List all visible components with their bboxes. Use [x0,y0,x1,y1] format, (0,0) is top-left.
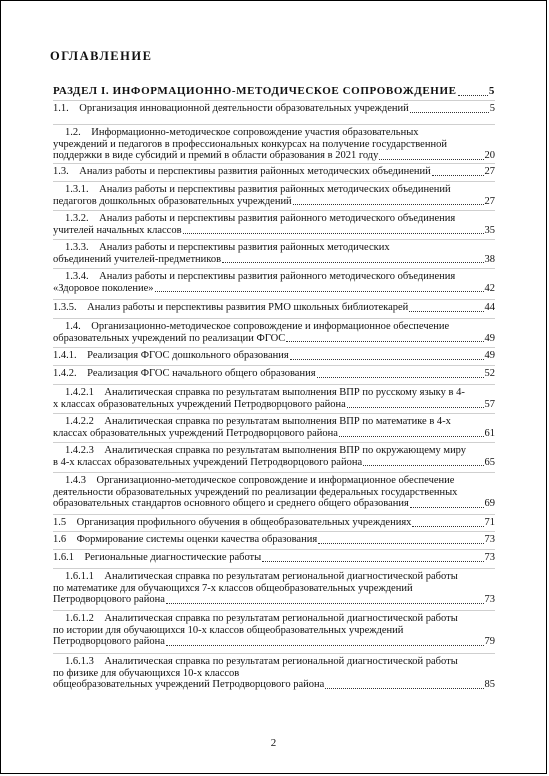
toc-entry-text: Аналитическая справка по результатам региональной диагностической работы [104,656,458,667]
toc-entry[interactable] [53,242,495,265]
toc-entry[interactable] [53,656,495,691]
toc-entry-line [53,656,495,668]
toc-entry-text: РАЗДЕЛ I. ИНФОРМАЦИОННО-МЕТОДИЧЕСКОЕ СОПРОВОЖДЕНИЕ [53,85,457,97]
toc-entry-text: Формирование системы оценки качества образования [76,534,318,545]
dot-leader [458,94,488,96]
toc-entry[interactable] [53,445,495,468]
toc-entry-number: 1.4.3 [65,475,97,486]
entry-separator [53,347,495,348]
toc-entry-text: Аналитическая справка по результатам региональной диагностической работы [104,571,458,582]
entry-separator [53,181,495,182]
toc-entry-line [53,445,495,457]
toc-entry-number: 1.5 [53,517,77,528]
toc-entry-title [53,166,431,178]
toc-entry-number: 1.6.1.2 [65,613,105,624]
toc-entry-number: 1.4.2. [53,368,88,379]
dot-leader [432,174,484,176]
toc-entry-number: 1.4.2.2 [65,416,105,427]
toc-entry-text: образовательных стандартов основного общего и среднего общего образования [53,498,409,510]
entry-separator [53,442,495,443]
toc-entry[interactable] [53,184,495,207]
dot-leader [293,203,484,205]
toc-entry-line [53,242,495,254]
toc-entry-page: 38 [484,253,495,265]
toc-entry-line [53,399,495,411]
dot-leader [166,602,484,604]
entry-separator [53,163,495,164]
toc-entry-page: 65 [484,456,495,468]
toc-entry-line [53,583,495,595]
entry-separator [53,210,495,211]
dot-leader [262,560,483,562]
dot-leader [290,358,484,360]
toc-entry-line [53,668,495,680]
toc-entry-number: 1.1. [53,103,80,114]
toc-entry-page: 73 [484,594,495,606]
toc-entry-text: Анализ работы и перспективы развития РМО школьных библиотекарей [87,302,409,313]
entry-separator [53,413,495,414]
toc-entry-number: 1.6 [53,534,77,545]
dot-leader [166,644,484,646]
dot-leader [363,464,483,466]
toc-entry-text: Анализ работы и перспективы развития районных методических объединений [79,166,431,177]
toc-entry-number: 1.3.1. [65,184,100,195]
toc-entry[interactable] [53,517,495,529]
toc-entry-page: 5 [489,103,495,114]
toc-entry-text: Аналитическая справка по результатам выполнения ВПР по окружающему миру [104,445,467,456]
toc-entry-number: 1.4. [65,321,92,332]
toc-entry-text: по истории для обучающихся 10-х классов общеобразовательных учреждений [53,624,404,636]
dot-leader [286,340,483,342]
toc-entry-number: 1.4.2.3 [65,445,105,456]
toc-entry-text: Анализ работы и перспективы развития районного методического объединения [99,213,456,224]
dot-leader [410,111,489,113]
dot-leader [409,310,483,312]
toc-entry-page: 73 [484,552,495,563]
toc-entry-line [53,139,495,151]
toc-entry[interactable] [53,213,495,236]
toc-entry[interactable] [53,321,495,344]
toc-entry-number: 1.4.2.1 [65,387,105,398]
dot-leader [412,525,483,527]
toc-entry-number: 1.3.2. [65,213,100,224]
toc-entry-text: по физике для обучающихся 10-х классов [53,667,240,679]
toc-entry-line [53,387,495,399]
toc-entry-page: 27 [484,166,495,177]
toc-entry-text: Анализ работы и перспективы развития районных методических объединений [99,184,451,195]
toc-entry[interactable] [53,475,495,510]
toc-entry-line [53,475,495,487]
toc-entry-line [53,613,495,625]
toc-entry-line [53,184,495,196]
entry-separator [53,268,495,269]
toc-entry-text: учителей начальных классов [53,224,182,236]
toc-entry-title [53,103,409,115]
toc-entry-line [53,498,495,510]
dot-leader [222,261,483,263]
toc-entry-number: 1.6.1.1 [65,571,105,582]
entry-separator [53,100,495,101]
toc-entry-text: Аналитическая справка по результатам выполнения ВПР по русскому языку в 4- [104,387,465,398]
toc-entry-text: Организационно-методическое сопровождение и информационное обеспечение [96,475,455,486]
toc-entry[interactable] [53,271,495,294]
toc-entry-line [53,571,495,583]
toc-entry[interactable] [53,613,495,648]
toc-entry-page: 52 [484,368,495,379]
toc-entry-page: 71 [484,517,495,528]
toc-entry-page: 42 [484,282,495,294]
toc-entry-number: 1.3. [53,166,80,177]
page-number: 2 [270,737,277,749]
toc-entry-line [53,679,495,691]
toc-entry-text: образовательных учреждений по реализации ФГОС [53,332,286,344]
toc-entry-text: Петродворцового района [53,636,165,648]
toc-entry-page: 49 [484,350,495,361]
toc-entry-number: 1.3.4. [65,271,100,282]
toc-entry-text: Аналитическая справка по результатам региональной диагностической работы [104,613,458,624]
toc-entry-text: Организационно-методическое сопровождение и информационное обеспечение [91,321,450,332]
entry-separator [53,124,495,125]
entry-separator [53,239,495,240]
entry-separator [53,653,495,654]
toc-entry[interactable] [53,416,495,439]
entry-separator [53,568,495,569]
toc-entry-text: Анализ работы и перспективы развития районных методических [99,242,390,253]
toc-entry-number: 1.6.1.3 [65,656,105,667]
toc-entry-line [53,487,495,499]
toc-entry-line [53,457,495,469]
toc-entry-text: Информационно-методическое сопровождение участия образовательных [91,127,419,138]
toc-entry-line [53,127,495,139]
toc-entry-number: 1.3.5. [53,302,88,313]
toc-entry-line [53,321,495,333]
dot-leader [347,406,484,408]
toc-entry-page: 61 [484,427,495,439]
toc-entry-page: 27 [484,195,495,207]
toc-entry[interactable] [53,86,495,98]
toc-entry-line [53,428,495,440]
toc-entry-text: Петродворцового района [53,594,165,606]
toc-entry-title [53,534,317,546]
toc-entry[interactable] [53,387,495,410]
toc-entry-text: деятельности образовательных учреждений по реализации федеральных государственных [53,486,458,498]
toc-entry-line [53,225,495,237]
toc-entry[interactable] [53,552,495,564]
dot-leader [183,232,484,234]
toc-entry-line [53,636,495,648]
toc-entry-text: Анализ работы и перспективы развития районного методического объединения [99,271,456,282]
toc-entry-page: 85 [484,679,495,691]
toc-entry-number: 1.2. [65,127,92,138]
toc-entry-line [53,196,495,208]
entry-separator [53,549,495,550]
toc-entry-line [53,625,495,637]
entry-separator [53,365,495,366]
entry-separator [53,384,495,385]
dot-leader [155,290,484,292]
toc-entry-text: «Здоровое поколение» [53,282,154,294]
dot-leader [325,687,483,689]
toc-entry-page: 44 [484,302,495,313]
dot-leader [410,506,484,508]
toc-entry-text: Организация инновационной деятельности образовательных учреждений [79,103,409,114]
toc-entry-text: Реализация ФГОС начального общего образования [87,368,316,379]
toc-heading: ОГЛАВЛЕНИЕ [50,49,153,63]
toc-entry-title [53,302,408,314]
toc-entry-title [53,350,289,362]
toc-entry-line [53,213,495,225]
toc-entry-text: Региональные диагностические работы [84,552,262,563]
toc-entry-line [53,271,495,283]
toc-entry-page: 20 [484,150,495,162]
toc-entry-text: Аналитическая справка по результатам выполнения ВПР по математике в 4-х [104,416,451,427]
toc-entry-text: Организация профильного обучения в общеобразовательных учреждениях [76,517,412,528]
toc-entry-text: объединений учителей-предметников [53,253,222,265]
entry-separator [53,318,495,319]
toc-entry[interactable] [53,350,495,362]
toc-entry-text: учреждений и педагогов в профессиональных конкурсах на получение государственной [53,138,447,150]
toc-entry-text: поддержки в виде субсидий и премий в области образования в 2021 году [53,150,379,162]
toc-entry-page: 69 [484,498,495,510]
toc-entry[interactable] [53,571,495,606]
entry-separator [53,531,495,532]
toc-entry-text: общеобразовательных учреждений Петродворцового района [53,679,325,691]
toc-entry[interactable] [53,534,495,546]
toc-entry-text: Реализация ФГОС дошкольного образования [87,350,289,361]
toc-entry[interactable] [53,103,495,115]
entry-separator [53,299,495,300]
toc-entry-line [53,283,495,295]
toc-entry-text: х классах образовательных учреждений Петродворцового района [53,398,346,410]
toc-entry-title [53,517,411,529]
toc-entry-line [53,594,495,606]
dot-leader [318,542,483,544]
toc-entry-text: педагогов дошкольных образовательных учреждений [53,195,292,207]
toc-entry-number: 1.4.1. [53,350,88,361]
entry-separator [53,472,495,473]
toc-entry-line [53,254,495,266]
toc-entry[interactable] [53,302,495,314]
toc-entry-line [53,150,495,162]
dot-leader [379,158,483,160]
toc-entry-title [53,552,261,564]
toc-entry-line [53,333,495,345]
dot-leader [317,376,484,378]
toc-entry-number: 1.6.1 [53,552,85,563]
toc-entry-number: 1.3.3. [65,242,100,253]
toc-entry-text: в 4-х классах образовательных учреждений Петродворцового района [53,456,363,468]
toc-entry-page: 5 [488,85,495,97]
toc-entry-page: 57 [484,398,495,410]
toc-entry-title [53,86,457,98]
toc-entry[interactable] [53,368,495,380]
toc-entry-page: 35 [484,224,495,236]
toc-entry[interactable] [53,166,495,178]
dot-leader [339,435,484,437]
toc-entry-text: классах образовательных учреждений Петродворцового района [53,427,338,439]
toc-entry-text: по математике для обучающихся 7-х классов общеобразовательных учреждений [53,582,413,594]
entry-separator [53,514,495,515]
toc-entry[interactable] [53,127,495,162]
toc-entry-title [53,368,316,380]
entry-separator [53,610,495,611]
toc-entry-page: 73 [484,534,495,545]
toc-entry-line [53,416,495,428]
toc-entry-page: 79 [484,636,495,648]
toc-entry-page: 49 [484,332,495,344]
